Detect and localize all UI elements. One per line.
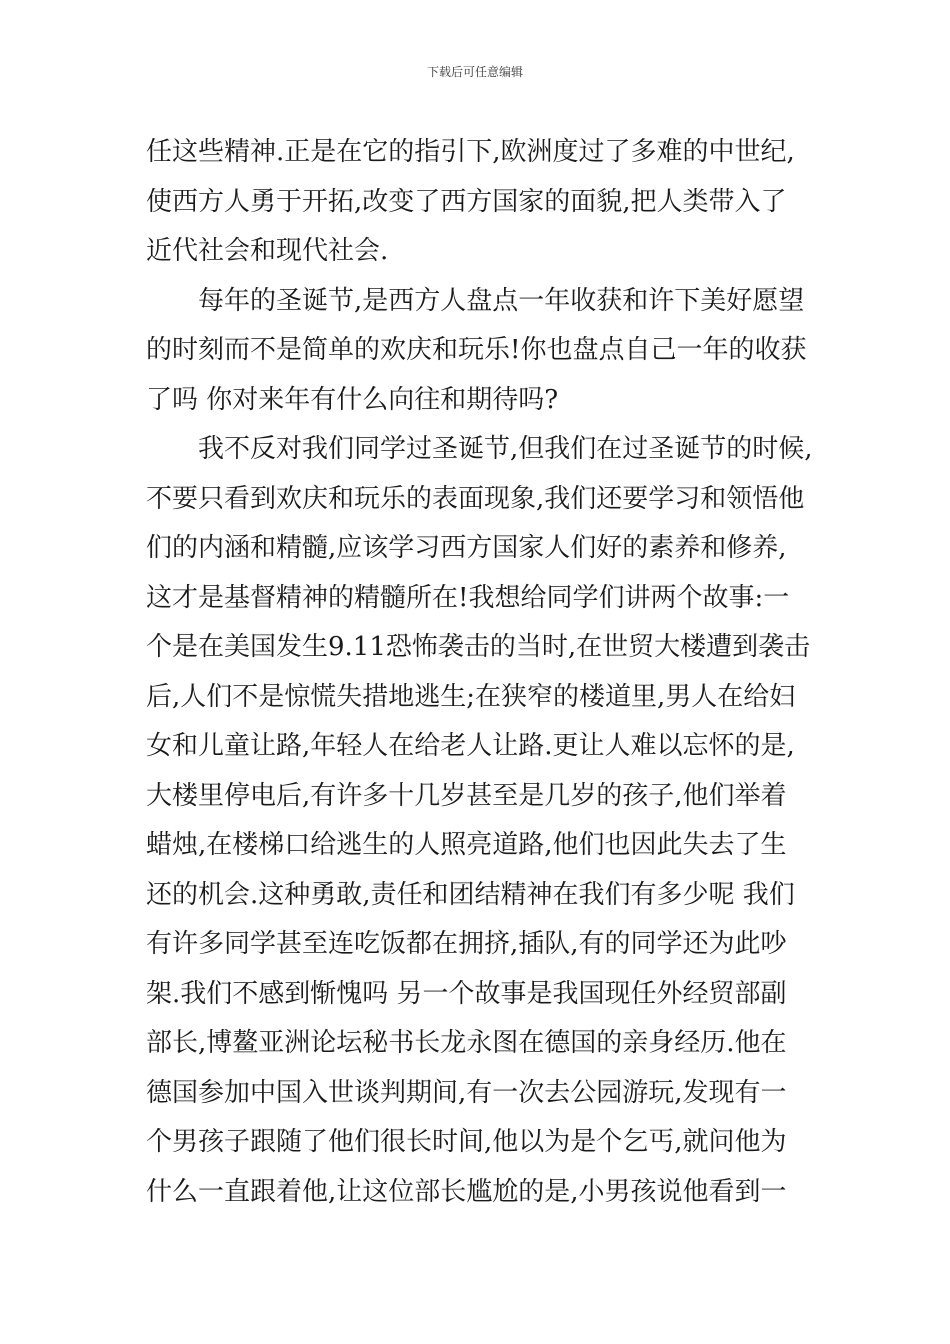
text-line: 女和儿童让路,年轻人在给老人让路.更让人难以忘怀的是, [146,731,795,761]
text-line: 部长,博鳌亚洲论坛秘书长龙永图在德国的亲身经历.他在 [146,1028,787,1058]
paragraph-3 [146,425,826,1217]
text-line: 近代社会和现代社会. [146,236,389,266]
text-line: 什么一直跟着他,让这位部长尴尬的是,小男孩说他看到一 [146,1176,787,1207]
text-line: 还的机会.这种勇敢,责任和团结精神在我们有多少呢 我们 [146,879,795,910]
text-line: 个男孩子跟随了他们很长时间,他以为是个乞丐,就问他为 [146,1127,787,1157]
text-line: 不要只看到欢庆和玩乐的表面现象,我们还要学习和领悟他 [146,483,805,514]
text-line: 任这些精神.正是在它的指引下,欧洲度过了多难的中世纪, [146,137,795,167]
text-line: 每年的圣诞节,是西方人盘点一年收获和许下美好愿望 [198,285,805,316]
text-line: 有许多同学甚至连吃饭都在拥挤,插队,有的同学还为此吵 [146,929,787,959]
text-line: 们的内涵和精髓,应该学习西方国家人们好的素养和修养, [146,533,787,563]
text-line: 个是在美国发生9.11恐怖袭击的当时,在世贸大楼遭到袭击 [146,632,811,662]
text-line: 的时刻而不是简单的欢庆和玩乐!你也盘点自己一年的收获 [146,335,807,365]
text-line: 后,人们不是惊慌失措地逃生;在狭窄的楼道里,男人在给妇 [146,681,796,712]
text-line: 这才是基督精神的精髓所在!我想给同学们讲两个故事:一 [146,582,790,613]
text-line: 大楼里停电后,有许多十几岁甚至是几岁的孩子,他们举着 [146,780,787,811]
text-line: 架.我们不感到惭愧吗 另一个故事是我国现任外经贸部副 [146,978,787,1009]
text-line: 蜡烛,在楼梯口给逃生的人照亮道路,他们也因此失去了生 [146,830,787,860]
paragraph-1 [146,128,826,277]
document-body [146,128,826,1217]
page-header: 下载后可任意编辑 [426,65,523,79]
text-line: 我不反对我们同学过圣诞节,但我们在过圣诞节的时候, [198,434,813,464]
text-line: 德国参加中国入世谈判期间,有一次去公园游玩,发现有一 [146,1077,787,1108]
paragraph-2 [146,277,826,426]
text-line: 了吗 你对来年有什么向往和期待吗? [146,384,559,415]
text-line: 使西方人勇于开拓,改变了西方国家的面貌,把人类带入了 [146,186,787,217]
